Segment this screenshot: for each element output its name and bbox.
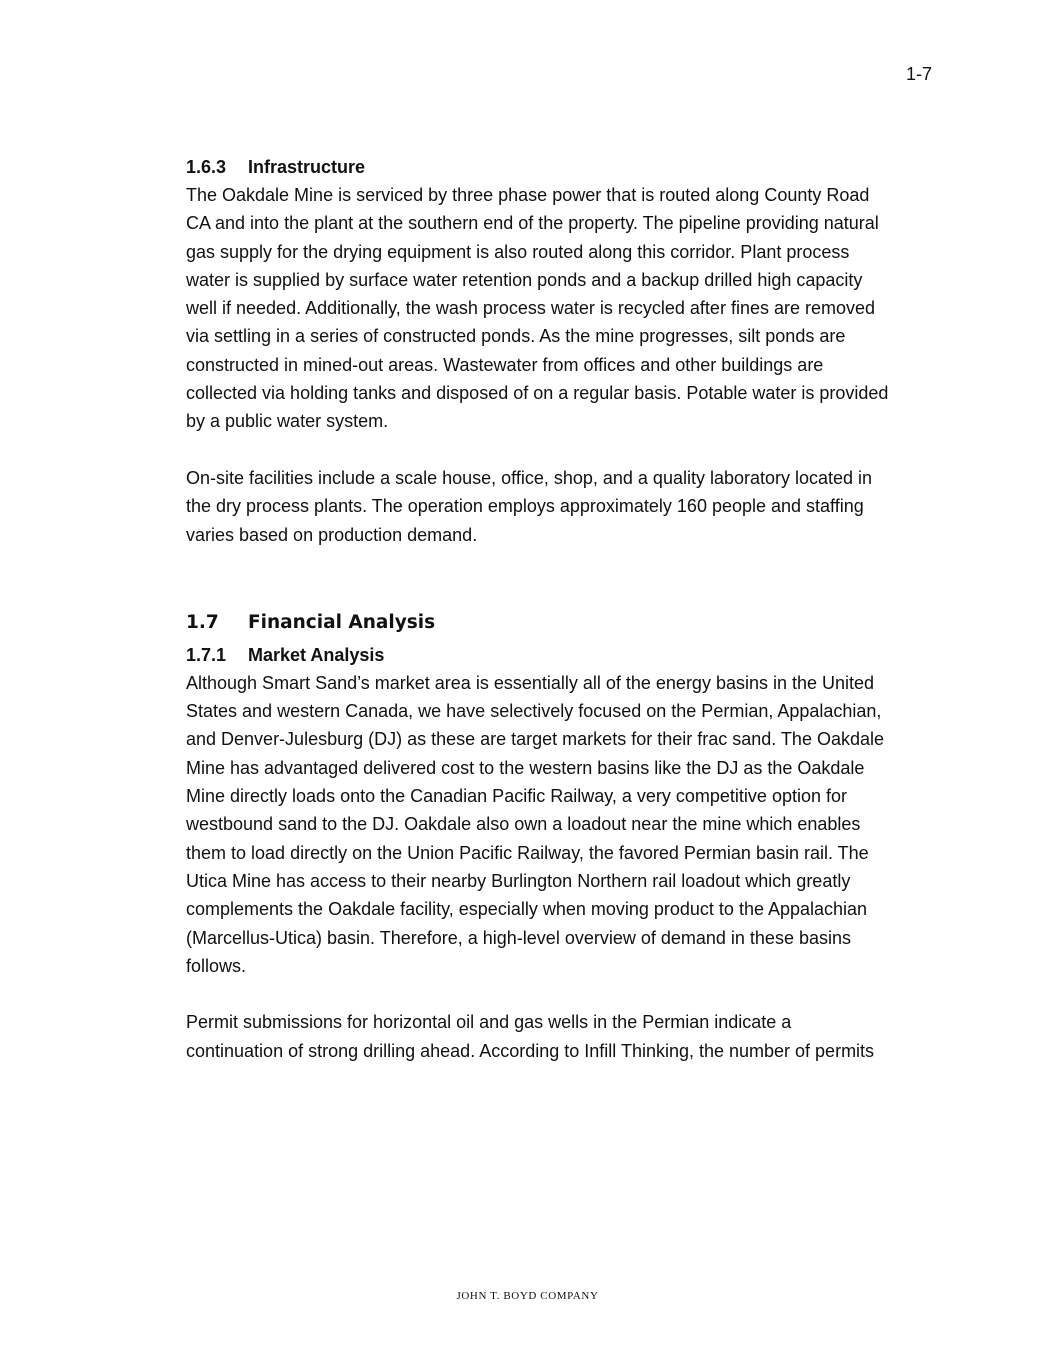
section-number: 1.7.1 xyxy=(186,644,227,665)
section-heading-market-analysis xyxy=(186,641,931,669)
infrastructure-paragraph-1: The Oakdale Mine is serviced by three phase power that is routed along County Road CA and into the plant at the southern end of the property. The pipeline providing natural gas supply for the drying equipment is also routed along this corridor. Plant process water is supplied by surface water retention ponds and a backup drilled high capacity well if needed. Additionally, the wash process water is recycled after fines are removed via settling in a series of constructed ponds. As the mine progresses, silt ponds are constructed in mined-out areas. Wastewater from offices and other buildings are collected via holding tanks and disposed of on a regular basis. Potable water is provided by a public water system. xyxy=(186,185,889,432)
page-footer: JOHN T. BOYD COMPANY xyxy=(456,1290,599,1302)
market-analysis-paragraph-1: Although Smart Sand’s market area is essentially all of the energy basins in the United States and western Canada, we have selectively focused on the Permian, Appalachian, and Denver-Julesburg (DJ) as these are target markets for their frac sand. The Oakdale Mine has advantaged delivered cost to the western basins like the DJ as the Oakdale Mine directly loads onto the Canadian Pacific Railway, a very competitive option for westbound sand to the DJ. Oakdale also own a loadout near the mine which enables them to load directly on the Union Pacific Railway, the favored Permian basin rail. The Utica Mine has access to their nearby Burlington Northern rail loadout which greatly complements the Oakdale facility, especially when moving product to the Appalachian (Marcellus-Utica) basin. Therefore, a high-level overview of demand in these basins follows. xyxy=(186,672,884,976)
page-number: 1-7 xyxy=(905,64,932,84)
infrastructure-paragraph-2: On-site facilities include a scale house, office, shop, and a quality laboratory located in the dry process plants. The operation employs approximately 160 people and staffing varies based on production demand. xyxy=(186,467,873,545)
market-analysis-paragraph-2: Permit submissions for horizontal oil and gas wells in the Permian indicate a continuation of strong drilling ahead. According to Infill Thinking, the number of permits xyxy=(186,1012,875,1061)
section-heading-infrastructure xyxy=(186,153,931,181)
document-body xyxy=(186,153,931,1065)
section-title: Financial Analysis xyxy=(248,611,436,633)
section-title: Market Analysis xyxy=(248,644,385,665)
section-title: Infrastructure xyxy=(248,157,366,177)
section-number: 1.7 xyxy=(186,611,219,633)
section-number: 1.6.3 xyxy=(186,157,227,177)
section-heading-financial-analysis xyxy=(186,609,931,637)
